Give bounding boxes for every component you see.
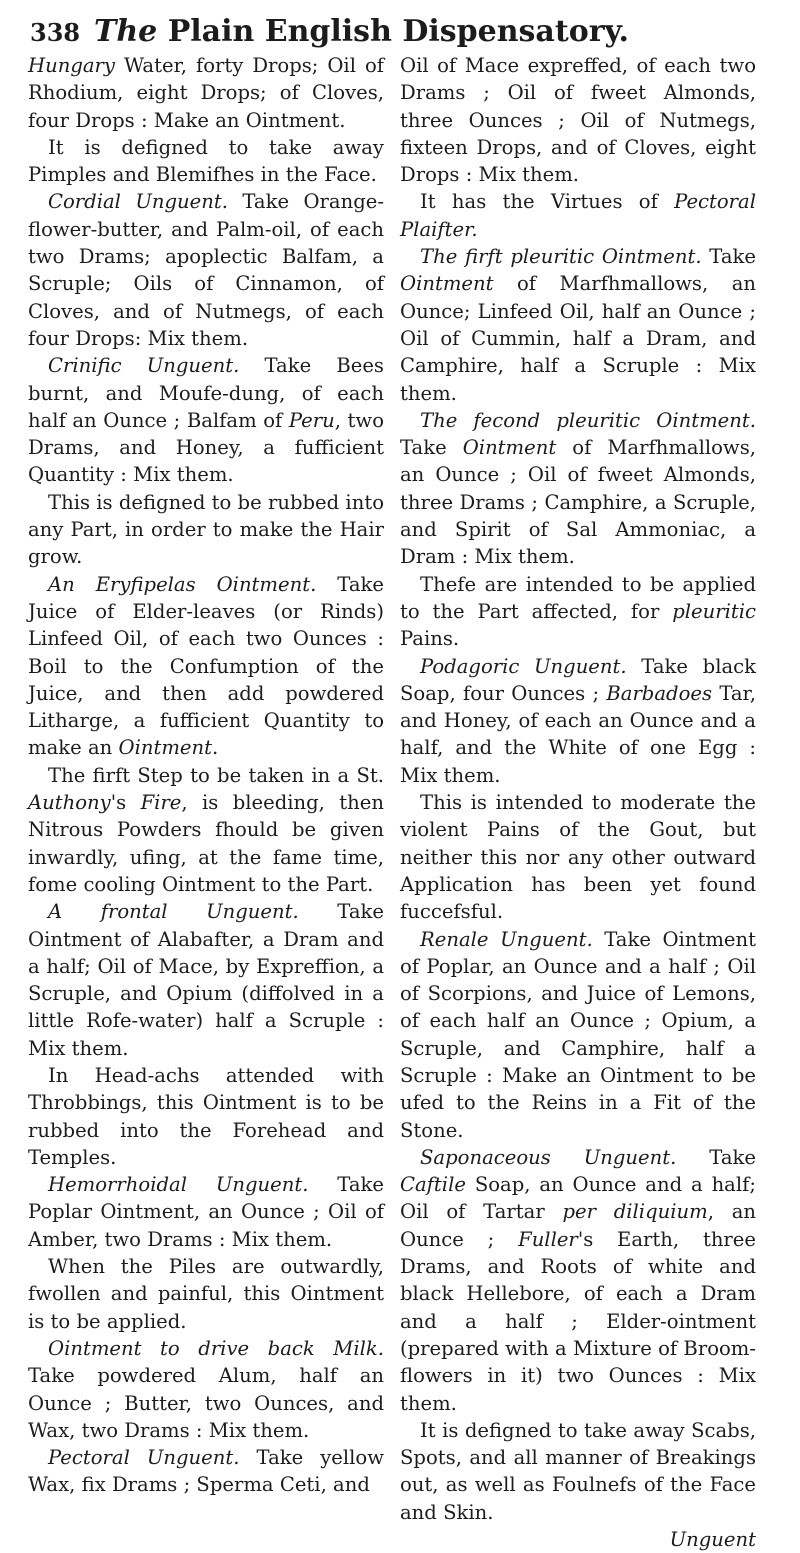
recipe-paragraph (28, 1444, 384, 1499)
italic-term: Fire (140, 791, 182, 815)
body-text: The firft Step to be taken in a St. (48, 763, 384, 787)
paragraph: It is defigned to take away Scabs, Spots, and all manner of Breakings out, as well as Foulnefs of the Face and Skin. (400, 1418, 756, 1524)
body-text: Pains. (400, 627, 460, 651)
body-text: Take Orange-flower-butter, and Palm-oil, of each two Drams; apoplectic Balfam, a Scruple; Oils of Cinnamon, of Cloves, and of Nutmegs, of each four Drops: Mix them. (28, 190, 384, 350)
paragraph: It is defigned to take away Pimples and Blemifhes in the Face. (28, 135, 384, 187)
recipe-heading: Saponaceous Unguent. (420, 1145, 677, 1169)
paragraph: In Head-achs attended with Throbbings, this Ointment is to be rubbed into the Forehead and Temples. (28, 1063, 384, 1169)
catchword: Unguent (669, 1528, 756, 1552)
left-column (28, 52, 384, 1499)
body-text: of Marfhmallows, an Ounce ; Oil of fweet Almonds, three Drams ; Camphire, a Scruple, and Spirit of Sal Ammoniac, a Dram : Mix them. (400, 436, 756, 569)
recipe-paragraph (400, 407, 756, 571)
recipe-heading: The firft pleuritic Ointment. (420, 245, 702, 269)
body-text: Water, forty Drops; Oil of Rhodium, eight Drops; of Cloves, four Drops : Make an Ointment. (28, 54, 384, 132)
body-text: , is bleeding, then Nitrous Powders fhould be given inwardly, ufing, at the fame time, fome cooling Ointment to the Part. (28, 791, 384, 896)
recipe-paragraph (28, 571, 384, 762)
italic-term: Peru (288, 408, 335, 432)
recipe-paragraph (28, 1171, 384, 1253)
recipe-heading: Ointment to drive back Milk. (48, 1336, 384, 1360)
body-text: Take (400, 436, 463, 460)
recipe-paragraph (400, 926, 756, 1144)
italic-term: Caftile (400, 1173, 466, 1197)
recipe-paragraph (28, 1335, 384, 1444)
paragraph: Oil of Mace expreffed, of each two Drams ; Oil of fweet Almonds, three Ounces ; Oil of Nutmegs, fixteen Drops, and of Cloves, eight Drops : Mix them. (400, 54, 756, 187)
body-text: , two Drams, and Honey, a fufficient Quantity : Mix them. (28, 408, 384, 487)
running-title-main: Plain English Dispensatory. (167, 14, 629, 49)
page-header (30, 14, 780, 50)
recipe-paragraph (28, 898, 384, 1062)
paragraph (400, 188, 756, 243)
recipe-heading: Cordial Unguent. (48, 190, 228, 214)
recipe-heading: A frontal Unguent. (48, 900, 299, 924)
body-text: Take Ointment of Poplar, an Ounce and a half ; Oil of Scorpions, and Juice of Lemons, of each half an Ounce ; Opium, a Scruple, and Camphire, half a Scruple : Make an Ointment to be ufed to the Reins in a Fit of the Stone. (400, 927, 756, 1142)
body-text: It has the Virtues of (420, 190, 675, 214)
body-text: Tar, and Honey, of each an Ounce and a half, and the White of one Egg : Mix them. (400, 681, 756, 787)
italic-term: Authony (28, 791, 111, 815)
body-text: Take black Soap, four Ounces ; (400, 654, 756, 705)
recipe-paragraph (400, 243, 756, 407)
recipe-heading: Crinific Unguent. (48, 354, 240, 378)
recipe-paragraph (400, 1144, 756, 1417)
body-text: 's Earth, three Drams, and Roots of white and black Hellebore, of each a Dram and a half ; Elder-ointment (prepared with a Mixture of Broom-flowers in it) two Ounces : Mix them. (400, 1227, 756, 1415)
body-text: Take yellow Wax, fix Drams ; Sperma Ceti, and (28, 1446, 385, 1497)
recipe-paragraph (28, 352, 384, 488)
body-text: Soap, an Ounce and a half; Oil of Tartar (400, 1173, 756, 1224)
paragraph (28, 762, 384, 898)
paragraph (28, 52, 384, 134)
running-title-article: The (94, 14, 158, 49)
running-title (94, 14, 629, 49)
body-text: Take Bees burnt, and Moufe-dung, of each half an Ounce ; Balfam of (28, 354, 384, 432)
paragraph: When the Piles are outwardly, fwollen and painful, this Ointment is to be applied. (28, 1255, 384, 1333)
recipe-paragraph (400, 653, 756, 789)
italic-term: Fuller (518, 1227, 578, 1251)
body-text: Thefe are intended to be applied to the Part affected, for (400, 572, 756, 623)
italic-term: Ointment (462, 436, 557, 460)
italic-term: Ointment. (118, 736, 219, 760)
recipe-heading: Renale Unguent. (420, 927, 593, 951)
italic-term: Pectoral Plaifter. (400, 190, 756, 241)
paragraph (400, 571, 756, 653)
italic-term: Hungary (28, 54, 115, 77)
right-column (400, 52, 756, 1553)
recipe-heading: Podagoric Unguent. (420, 654, 627, 678)
recipe-heading: Hemorrhoidal Unguent. (48, 1173, 309, 1197)
recipe-paragraph (28, 188, 384, 352)
body-text: of Marfhmallows, an Ounce; Linfeed Oil, half an Ounce ; Oil of Cummin, half a Dram, and Camphire, half a Scruple : Mix them. (400, 272, 756, 405)
recipe-heading: The fecond pleuritic Ointment. (420, 408, 756, 432)
body-text: Take Ointment of Alabafter, a Dram and a half; Oil of Mace, by Expreffion, a Scruple, and Opium (diffolved in a little Rofe-water) half a Scruple : Mix them. (28, 900, 384, 1060)
page-number: 338 (30, 18, 81, 47)
body-text: Take powdered Alum, half an Ounce ; Butter, two Ounces, and Wax, two Drams : Mix them. (28, 1364, 384, 1442)
recipe-heading: An Eryfipelas Ointment. (48, 572, 317, 596)
body-text: 's (110, 791, 141, 815)
italic-term: Ointment (400, 272, 494, 296)
italic-term: Barbadoes (606, 681, 713, 705)
italic-term: per diliquium (562, 1200, 708, 1224)
paragraph: This is intended to moderate the violent Pains of the Gout, but neither this nor any other outward Application has been yet found fuccefsful. (400, 791, 756, 924)
paragraph: This is defigned to be rubbed into any Part, in order to make the Hair grow. (28, 490, 384, 569)
body-text: Take (701, 245, 756, 269)
body-text: , an Ounce ; (400, 1200, 756, 1251)
body-text: Take Poplar Ointment, an Ounce ; Oil of Amber, two Drams : Mix them. (28, 1173, 384, 1251)
recipe-heading: Pectoral Unguent. (48, 1446, 240, 1470)
body-text: Take Juice of Elder-leaves (or Rinds) Linfeed Oil, of each two Ounces : Boil to the Confumption of the Juice, and then add powdered Litharge, a fufficient Quantity to make an (28, 572, 384, 760)
italic-term: pleuritic (672, 599, 756, 623)
body-text: Take (676, 1145, 756, 1169)
